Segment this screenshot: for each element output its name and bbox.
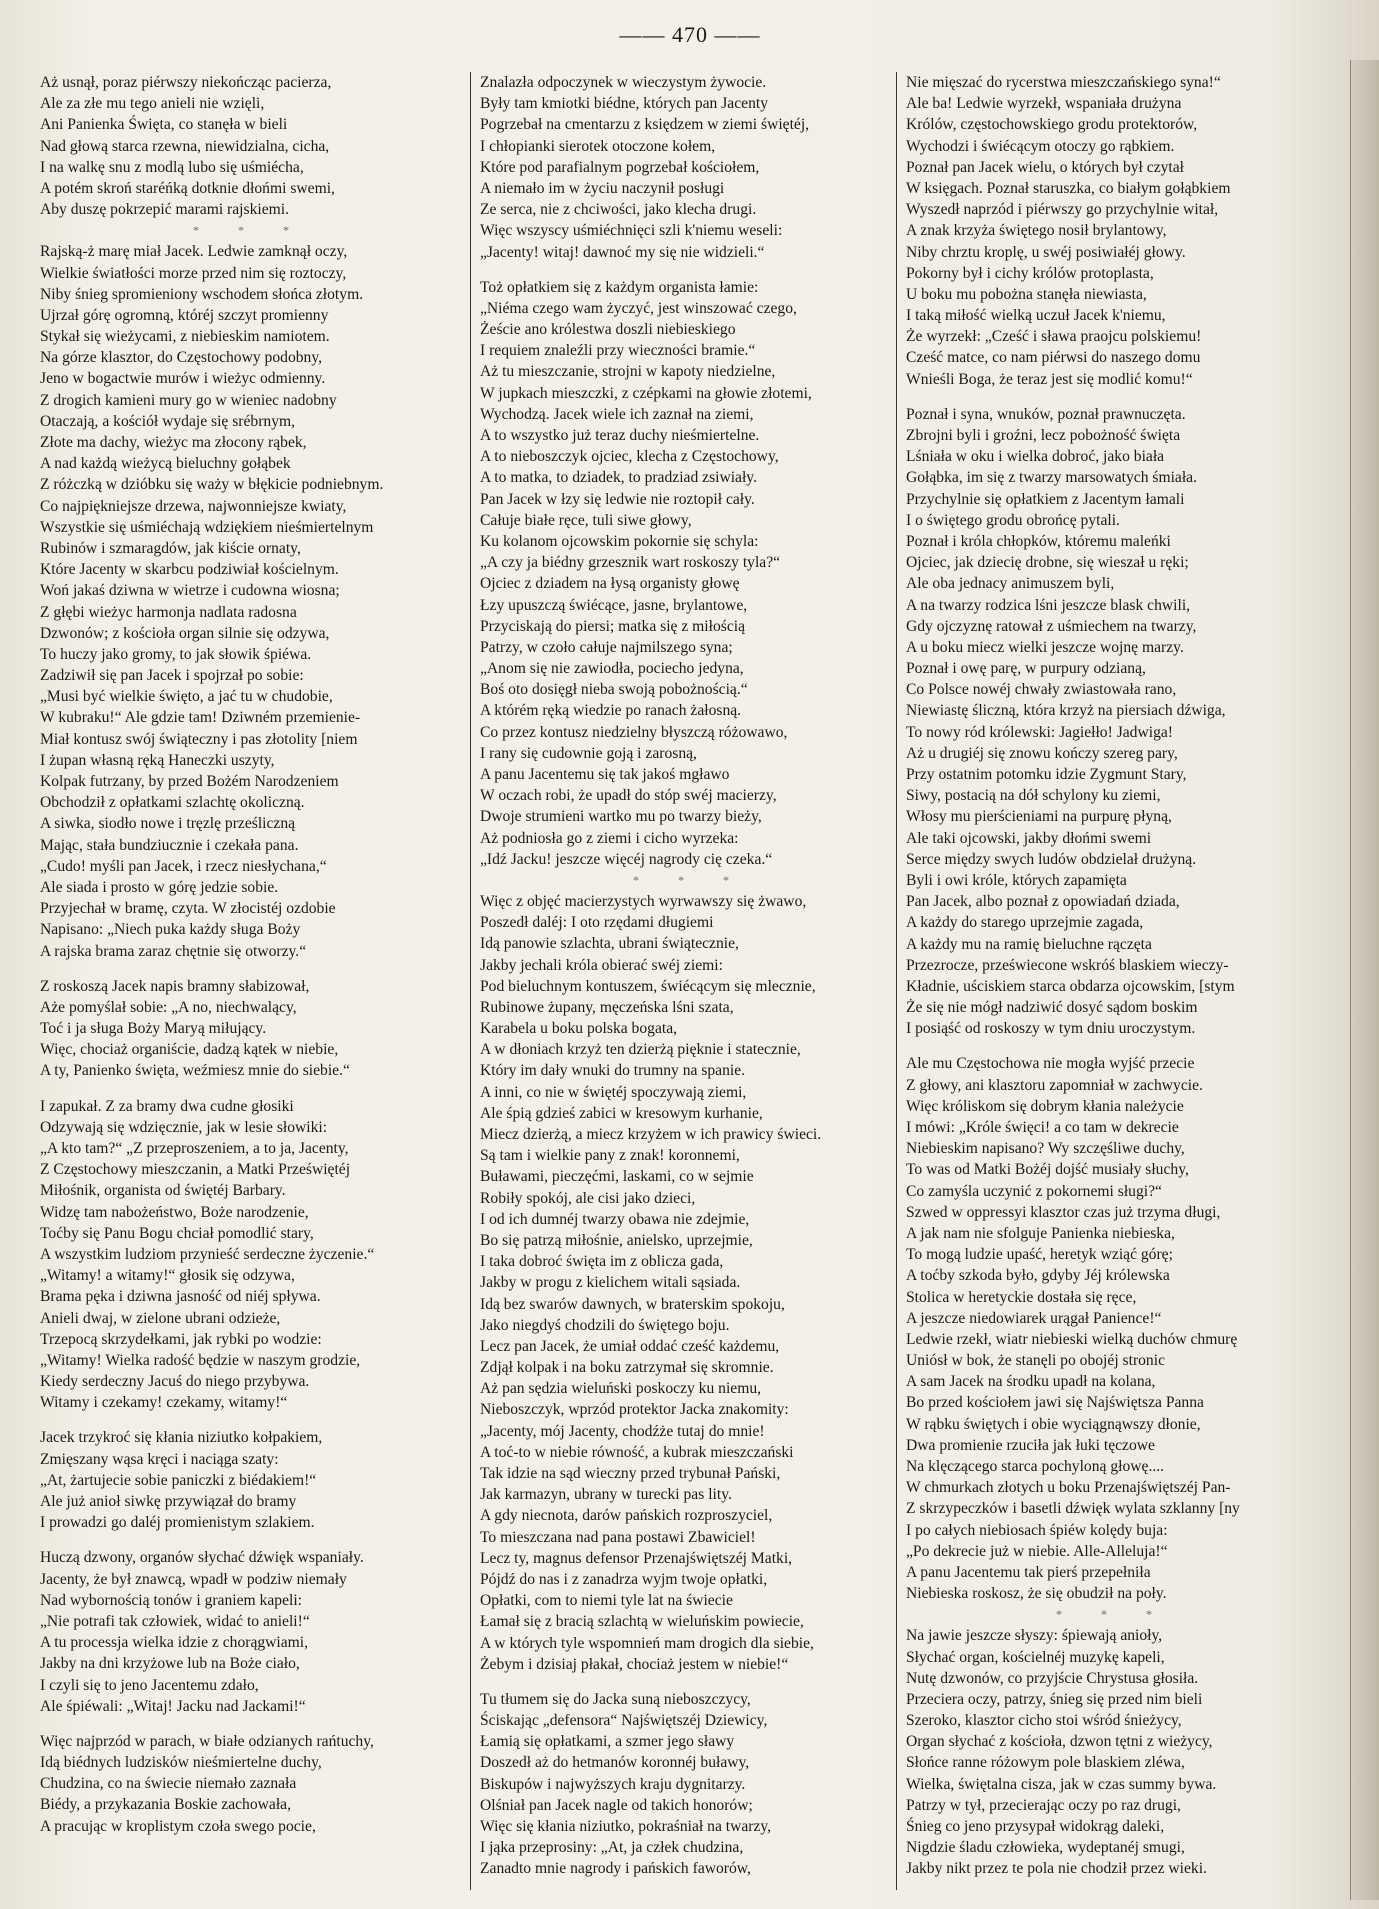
verse-line: I prowadzi go daléj promienistym szlakiem. bbox=[40, 1514, 315, 1532]
verse-line: I posiąść od roskoszy w tym dniu uroczystym. bbox=[906, 1020, 1196, 1038]
verse-line: I zapukał. Z za bramy dwa cudne głosiki bbox=[40, 1097, 294, 1115]
verse-line: Co zamyśla uczynić z pokornemi sługi?“ bbox=[906, 1182, 1162, 1200]
verse-line: Idą bez swarów dawnych, w braterskim spokoju, bbox=[480, 1295, 785, 1313]
verse-line: Ale taki ojcowski, jakby dłońmi swemi bbox=[906, 829, 1152, 847]
verse-line: To huczy jako gromy, to jak słowik śpiéwa. bbox=[40, 645, 312, 663]
verse-line: Lśniała w oku i wielka dobroć, jako biała bbox=[906, 448, 1165, 466]
verse-line: Jakby jechali króla obierać swéj ziemi: bbox=[480, 956, 723, 974]
verse-line: Miecz dzierżą, a miecz krzyżem w ich prawicy świeci. bbox=[480, 1126, 822, 1143]
verse-line: Odzywają się wdzięcznie, jak w lesie słowiki: bbox=[40, 1118, 328, 1136]
verse-line: To was od Matki Bożéj dojść musiały słuchy, bbox=[906, 1161, 1189, 1179]
verse-line: I mówi: „Króle święci! a co tam w dekrecie bbox=[906, 1119, 1179, 1136]
verse-line: Kolpak futrzany, by przed Bożém Narodzeniem bbox=[40, 773, 339, 790]
verse-line: Lecz ty, magnus defensor Przenajświętszéj Matki, bbox=[480, 1549, 793, 1567]
verse-line: I taka dobroć święta im z oblicza gada, bbox=[480, 1253, 724, 1271]
verse-line: Aż u drugiéj się znowu kończy szereg pary, bbox=[906, 744, 1178, 762]
verse-line: Na jawie jeszcze słyszy: śpiewają anioły, bbox=[906, 1627, 1163, 1645]
stanza-gap bbox=[906, 390, 1320, 404]
verse-line: Ani Panienka Święta, co stanęła w bieli bbox=[40, 116, 288, 134]
verse-line: Złote ma dachy, wieżyc ma złocony rąbek, bbox=[40, 434, 307, 451]
verse-line: Nigdzie śladu człowieka, wydeptanéj smugi, bbox=[906, 1839, 1185, 1857]
verse-line: Bo się patrzą miłośnie, anielsko, uprzejmie, bbox=[480, 1231, 753, 1249]
verse-line: Jakby nikt przez te pola nie chodził przez wieki. bbox=[906, 1860, 1207, 1878]
verse-line: A sam Jacek na środku upadł na kolana, bbox=[906, 1373, 1156, 1391]
verse-line: Wielka, świętalna cisza, jak w czas summy bywa. bbox=[906, 1775, 1217, 1793]
verse-line: Stolica w heretyckie dostała się ręce, bbox=[906, 1288, 1137, 1306]
verse-line: Poznał i syna, wnuków, poznał prawnuczęta. bbox=[906, 405, 1186, 423]
verse-line: Na klęczącego starca pochyloną głowę.... bbox=[906, 1458, 1165, 1475]
verse-line: I jąka przeprosiny: „At, ja człek chudzina, bbox=[480, 1839, 744, 1857]
verse-line: Z drogich kamieni mury go w wieniec nadobny bbox=[40, 391, 337, 409]
verse-line: Więc się kłania niziutko, pokraśniał na twarzy, bbox=[480, 1818, 772, 1835]
verse-line: Zdjął kolpak i na boku zatrzymał się skromnie. bbox=[480, 1359, 774, 1377]
stanza-gap bbox=[480, 1675, 900, 1689]
verse-line: „Witamy! a witamy!“ głosik się odzywa, bbox=[40, 1267, 295, 1285]
verse-line: Miłośnik, organista od świętéj Barbary. bbox=[40, 1182, 286, 1200]
verse-line: Pójdź do nas i z zanadrza wyjm twoje opłatki, bbox=[480, 1570, 768, 1588]
verse-line: Toć i ja sługa Boży Maryą miłujący. bbox=[40, 1020, 267, 1038]
verse-line: A każdy do starego uprzejmie zagada, bbox=[906, 914, 1144, 932]
verse-line: Więc wszyscy uśmiéchnięci szli k'niemu weseli: bbox=[480, 222, 783, 240]
verse-line: Tu tłumem się do Jacka suną nieboszczycy, bbox=[480, 1690, 751, 1708]
verse-line: Aże pomyślał sobie: „A no, niechwalący, bbox=[40, 998, 297, 1016]
verse-line: W oczach robi, że upadł do stóp swéj macierzy, bbox=[480, 787, 777, 805]
verse-line: Z roskoszą Jacek napis bramny słabizował, bbox=[40, 977, 310, 995]
verse-line: Serce między swych ludów obdzielał drużyną. bbox=[906, 850, 1197, 868]
verse-line: Łamią się opłatkami, a szmer jego sławy bbox=[480, 1733, 735, 1751]
verse-line: Zadziwił się pan Jacek i spojrzał po sobie: bbox=[40, 667, 304, 685]
verse-line: I na walkę snu z modlą lubo się uśmiécha, bbox=[40, 158, 304, 176]
verse-line: A w których tyle wspomnień mam drogich dla siebie, bbox=[480, 1634, 814, 1652]
verse-line: A panu Jacentemu się tak jakoś mgławo bbox=[480, 766, 730, 783]
verse-line: Znalazła odpoczynek w wieczystym żywocie. bbox=[480, 74, 767, 91]
verse-line: A znak krzyża świętego nosił brylantowy, bbox=[906, 222, 1167, 240]
verse-line: „Po dekrecie już w niebie. Alle-Alleluja!“ bbox=[906, 1542, 1168, 1560]
verse-line: Siwy, postacią na dół schylony ku ziemi, bbox=[906, 787, 1161, 805]
verse-line: A wszystkim ludziom przynieść serdeczne życzenie.“ bbox=[40, 1245, 375, 1263]
verse-line: I od ich dumnéj twarzy obawa nie zdejmie, bbox=[480, 1210, 750, 1228]
verse-line: Pogrzebał na cmentarzu z księdzem w ziemi świętéj, bbox=[480, 116, 810, 134]
verse-line: Rubinowe żupany, męczeńska lśni szata, bbox=[480, 998, 734, 1016]
verse-line: Ujrzał górę ogromną, któréj szczyt promienny bbox=[40, 306, 329, 324]
verse-line: Aż podniosła go z ziemi i cicho wyrzeka: bbox=[480, 829, 739, 847]
verse-line: Stykał się wieżycami, z niebieskim namiotem. bbox=[40, 328, 330, 346]
verse-line: Otaczają, a kościół wydaje się srébrnym, bbox=[40, 412, 296, 430]
verse-line: Przeciera oczy, patrzy, śnieg się przed nim bieli bbox=[906, 1690, 1203, 1708]
verse-line: „Niéma czego wam życzyć, jest winszować czego, bbox=[480, 299, 797, 317]
verse-line: Że się nie mógł nadziwić dosyć sądom boskim bbox=[906, 999, 1198, 1017]
verse-line: A w dłoniach krzyż ten dzierżą pięknie i statecznie, bbox=[480, 1041, 801, 1059]
verse-line: Żeście ano królestwa doszli niebieskiego bbox=[480, 321, 736, 339]
verse-line: A gdy niecnota, darów pańskich rozproszyciel, bbox=[480, 1507, 773, 1525]
verse-line: Więc najprzód w parach, w białe odzianych rańtuchy, bbox=[40, 1732, 374, 1750]
verse-line: Tak idzie na sąd wieczny przed trybunał Pański, bbox=[480, 1465, 781, 1482]
verse-line: Niby chrztu kroplę, u swéj posiwiałéj głowy. bbox=[906, 243, 1186, 261]
verse-line: A inni, co nie w świętéj spoczywają ziemi, bbox=[480, 1083, 747, 1101]
verse-line: Jacek trzykroć się kłania niziutko kołpakiem, bbox=[40, 1429, 323, 1447]
verse-line: Który im dały wnuki do trumny na spanie. bbox=[480, 1062, 746, 1080]
verse-line: Nie mięszać do rycerstwa mieszczańskiego syna!“ bbox=[906, 74, 1221, 91]
verse-line: Idą panowie szlachta, ubrani świątecznie, bbox=[480, 935, 739, 953]
verse-line: Aby duszę pokrzepić marami rajskiemi. bbox=[40, 201, 289, 219]
verse-line: Ale za złe mu tego anieli nie wzięli, bbox=[40, 95, 265, 113]
verse-line: Jeno w bogactwie murów i wieżyc odmienny. bbox=[40, 370, 326, 388]
verse-line: Z skrzypeczków i basetli dźwięk wylata szklanny [ny bbox=[906, 1500, 1240, 1518]
verse-line: Gdy ojczyznę ratował z uśmiechem na twarzy, bbox=[906, 617, 1197, 635]
verse-line: Przyciskają do piersi; matka się z miłością bbox=[480, 617, 746, 635]
verse-line: Witamy i czekamy! czekamy, witamy!“ bbox=[40, 1394, 288, 1412]
verse-line: To mogą ludzie upaść, heretyk wziąć górę; bbox=[906, 1246, 1173, 1264]
page-number: 470 bbox=[672, 22, 708, 47]
verse-line: Idą biédnych ludzisków nieśmiertelne duchy, bbox=[40, 1754, 322, 1772]
verse-line: Że wyrzekł: „Cześć i sława praojcu polskiemu! bbox=[906, 328, 1202, 346]
verse-line: Są tam i wielkie pany z znak! koronnemi, bbox=[480, 1147, 740, 1165]
verse-line: Poznał i króla chłopków, któremu maleńki bbox=[906, 532, 1171, 550]
verse-line: A niemało im w życiu naczynił posługi bbox=[480, 179, 725, 197]
verse-line: „Jacenty, mój Jacenty, chodźże tutaj do mnie! bbox=[480, 1422, 765, 1440]
verse-line: A którém ręką wiedzie po ranach żałosną. bbox=[480, 702, 742, 720]
verse-line: A każdy mu na ramię bieluchne rączęta bbox=[906, 935, 1152, 953]
verse-line: Szwed w oppressyi klasztor czas już trzyma długi, bbox=[906, 1203, 1221, 1221]
verse-line: A jak nam nie sfolguje Panienka niebieska, bbox=[906, 1224, 1175, 1242]
verse-line: A toćby szkoda było, gdyby Jéj królewska bbox=[906, 1267, 1170, 1285]
verse-line: I o świętego grodu obrońcę pytali. bbox=[906, 511, 1120, 529]
verse-line: Jak karmazyn, ubrany w turecki pas lity. bbox=[480, 1486, 732, 1504]
verse-line: „Witamy! Wielka radość będzie w naszym grodzie, bbox=[40, 1351, 361, 1369]
verse-line: Co Polsce nowéj chwały zwiastowała rano, bbox=[906, 681, 1177, 699]
verse-line: Poszedł daléj: I oto rzędami długiemi bbox=[480, 914, 714, 932]
verse-line: A siwka, siodło nowe i tręzlę prześliczną bbox=[40, 815, 296, 833]
verse-line: Więc króliskom się dobrym kłania należycie bbox=[906, 1097, 1184, 1115]
verse-line: Toż opłatkiem się z każdym organista łamie: bbox=[480, 278, 759, 296]
verse-line: Łamał się z bracią szlachtą w wieluńskim powiecie, bbox=[480, 1613, 804, 1631]
verse-line: Z głowy, ani klasztoru zapomniał w zachwycie. bbox=[906, 1076, 1203, 1094]
stanza-gap bbox=[40, 1413, 460, 1427]
verse-line: Nad wybornością tonów i graniem kapeli: bbox=[40, 1591, 302, 1609]
verse-line: Robiły spokój, ale cisi jako dzieci, bbox=[480, 1189, 696, 1207]
column-divider-1 bbox=[470, 72, 471, 1890]
verse-line: Widzę tam nabożeństwo, Boże narodzenie, bbox=[40, 1203, 309, 1221]
verse-line: Aż usnął, poraz piérwszy niekończąc pacierza, bbox=[40, 74, 332, 91]
section-asterisks: * * * bbox=[1056, 1607, 1170, 1622]
verse-line: Pokorny był i cichy królów protoplasta, bbox=[906, 264, 1154, 282]
verse-line: Jako niegdyś chodzili do świętego boju. bbox=[480, 1316, 730, 1334]
verse-line: Przy ostatnim potomku idzie Zygmunt Stary, bbox=[906, 766, 1187, 783]
verse-line: Kładnie, uściskiem starca obdarza ojcowskim, [stym bbox=[906, 977, 1235, 995]
verse-line: Doszedł aż do hetmanów koronnéj buławy, bbox=[480, 1754, 750, 1772]
stanza-gap bbox=[906, 1039, 1320, 1053]
verse-line: Słychać organ, kościelnéj muzykę kapeli, bbox=[906, 1648, 1165, 1666]
verse-line: Z różczką w dzióbku się waży w błękicie podniebnym. bbox=[40, 476, 384, 494]
verse-line: Które pod parafialnym pogrzebał kościołem, bbox=[480, 158, 760, 176]
adjacent-page-edge bbox=[1350, 60, 1379, 1900]
verse-line: Uniósł w bok, że stanęli po obojéj stronic bbox=[906, 1352, 1165, 1370]
verse-line: Aż pan sędzia wieluński poskoczy ku niemu, bbox=[480, 1380, 762, 1398]
verse-line: Ale oba jednacy animuszem byli, bbox=[906, 575, 1115, 593]
verse-line: W rąbku świętych i obie wyciągnąwszy dłonie, bbox=[906, 1415, 1201, 1433]
verse-line: A u boku miecz wielki jeszcze wojnę marzy. bbox=[906, 638, 1184, 656]
verse-line: Ze serca, nie z chciwości, jako klecha drugi. bbox=[480, 201, 757, 219]
verse-line: Organ słychać z kościoła, dzwon tętni z wieżycy, bbox=[906, 1733, 1213, 1751]
verse-line: I rany się cudownie goją i zarosną, bbox=[480, 744, 697, 762]
verse-line: Więc z objęć macierzystych wyrwawszy się żwawo, bbox=[480, 892, 807, 910]
verse-line: Żebym i dzisiaj płakał, chociaż jestem w niebie!“ bbox=[480, 1655, 789, 1673]
verse-line: Obchodził z opłatkami szlachtę okoliczną. bbox=[40, 794, 305, 812]
verse-line: „Nie potrafi tak człowiek, widać to anieli!“ bbox=[40, 1612, 310, 1630]
verse-line: Królów, częstochowskiego grodu protektorów, bbox=[906, 116, 1198, 134]
verse-line: Wnieśli Boga, że teraz jest się modlić komu!“ bbox=[906, 370, 1193, 388]
verse-line: Przyjechał w bramę, czyta. W złocistéj ozdobie bbox=[40, 900, 336, 918]
verse-line: „Musi być wielkie święto, a jać tu w chudobie, bbox=[40, 688, 333, 706]
verse-line: Niebieskim napisano? Wy szczęśliwe duchy, bbox=[906, 1140, 1185, 1158]
verse-line: Śnieg co jeno przysypał widokrąg daleki, bbox=[906, 1818, 1165, 1835]
verse-line: Z głębi wieżyc harmonja nadlata radosna bbox=[40, 603, 297, 621]
verse-line: Były tam kmiotki biédne, których pan Jacenty bbox=[480, 95, 768, 113]
verse-line: „Idź Jacku! jeszcze więcéj nagrody cię czeka.“ bbox=[480, 850, 773, 868]
verse-line: To mieszczana nad pana postawi Zbawiciel! bbox=[480, 1528, 756, 1546]
verse-line: Rubinów i szmaragdów, jak kiście ornaty, bbox=[40, 539, 301, 557]
verse-line: A potém skroń staréńką dotknie dłońmi swemi, bbox=[40, 179, 335, 197]
verse-line: A tu processja wielka idzie z chorągwiami, bbox=[40, 1634, 309, 1652]
verse-line: Przezrocze, przeświecone wskróś blaskiem wieczy- bbox=[906, 956, 1229, 974]
verse-line: W kubraku!“ Ale gdzie tam! Dziwném przemienie- bbox=[40, 709, 361, 727]
verse-line: Jakby w progu z kielichem witali sąsiada. bbox=[480, 1274, 741, 1292]
verse-line: I żupan własną ręką Haneczki uszyty, bbox=[40, 751, 275, 769]
verse-line: Huczą dzwony, organów słychać dźwięk wspaniały. bbox=[40, 1549, 364, 1567]
verse-line: Brama pęka i dziwna jasność od niéj spływa. bbox=[40, 1288, 321, 1306]
verse-line: Wyszedł naprzód i piérwszy go przychylnie witał, bbox=[906, 201, 1219, 219]
verse-line: Pan Jacek, albo poznał z opowiadań dziada, bbox=[906, 893, 1180, 911]
verse-line: Ściskając „defensora“ Najświętszéj Dziewicy, bbox=[480, 1712, 768, 1730]
verse-line: Olśniał pan Jacek nagle od takich honorów; bbox=[480, 1796, 753, 1814]
verse-line: Dwoje strumieni wartko mu po twarzy bieży, bbox=[480, 808, 762, 826]
stanza-gap bbox=[40, 962, 460, 976]
verse-line: Przychylnie się opłatkiem z Jacentym łamali bbox=[906, 490, 1185, 508]
verse-line: Szeroko, klasztor cicho stoi wśród śnieżycy, bbox=[906, 1712, 1182, 1730]
verse-line: „At, żartujecie sobie paniczki z biédakiem!“ bbox=[40, 1471, 317, 1489]
page-header: —— 470 —— bbox=[619, 22, 761, 47]
verse-line: Gołąbka, im się z twarzy marsowatych śmiała. bbox=[906, 469, 1197, 487]
text-column-3 bbox=[906, 72, 1320, 1880]
verse-line: W chmurkach złotych u boku Przenajświętszéj Pan- bbox=[906, 1479, 1231, 1497]
verse-line: Biskupów i najwyższych kraju dygnitarzy. bbox=[480, 1775, 746, 1793]
stanza-gap bbox=[40, 1082, 460, 1096]
verse-line: I po całych niebiosach śpiéw kolędy buja: bbox=[906, 1521, 1168, 1539]
verse-line: U boku mu pobożna stanęła niewiasta, bbox=[906, 285, 1147, 303]
verse-line: Dzwonów; z kościoła organ silnie się odzywa, bbox=[40, 624, 330, 642]
verse-line: Miał kontusz swój świąteczny i pas złotolity [niem bbox=[40, 730, 358, 748]
stanza-gap bbox=[480, 263, 900, 277]
verse-line: A toć-to w niebie równość, a kubrak mieszczański bbox=[480, 1443, 794, 1461]
verse-line: Trzepocą skrzydełkami, jak rybki po wodzie: bbox=[40, 1330, 322, 1348]
verse-line: Co najpiękniejsze drzewa, najwonniejsze kwiaty, bbox=[40, 497, 347, 515]
text-column-1 bbox=[40, 72, 460, 1837]
verse-line: Kiedy serdeczny Jacuś do niego przybywa. bbox=[40, 1373, 310, 1391]
stanza-gap bbox=[40, 1717, 460, 1731]
verse-line: Byli i owi króle, których zapamięta bbox=[906, 871, 1127, 889]
verse-line: „A czy ja biédny grzesznik wart roskoszy tyla?“ bbox=[480, 554, 781, 572]
verse-line: Nutę dzwonów, co przyjście Chrystusa głosiła. bbox=[906, 1669, 1199, 1687]
verse-line: Anieli dwaj, w zielone ubrani odzieże, bbox=[40, 1309, 281, 1327]
verse-line: Niewiastę śliczną, która krzyż na piersiach dźwiga, bbox=[906, 702, 1226, 720]
verse-line: Nieboszczyk, wprzód protektor Jacka znakomity: bbox=[480, 1401, 789, 1419]
verse-line: Niby śnieg spromieniony wschodem słońca złotym. bbox=[40, 285, 364, 303]
verse-line: Nad głową starca rzewna, niewidzialna, cicha, bbox=[40, 137, 330, 155]
verse-line: Dwa promienie rzuciła jak łuki tęczowe bbox=[906, 1436, 1155, 1454]
verse-line: Wychodzi i świécącym otoczy go rąbkiem. bbox=[906, 137, 1175, 155]
verse-line: Lecz pan Jacek, że umiał oddać cześć każdemu, bbox=[480, 1337, 780, 1355]
verse-line: Karabela u boku polska bogata, bbox=[480, 1020, 678, 1038]
verse-line: Bo przed kościołem jawi się Najświętsza Panna bbox=[906, 1394, 1204, 1412]
verse-line: Jakby na dni krzyżowe lub na Boże ciało, bbox=[40, 1655, 300, 1673]
verse-line: Ojciec, jak dziecię drobne, się wieszał u ręki; bbox=[906, 554, 1189, 572]
verse-line: Ojciec z dziadem na łysą organisty głowę bbox=[480, 575, 740, 593]
column-divider-2 bbox=[896, 72, 897, 1890]
verse-line: Ku kolanom ojcowskim pokornie się schyla: bbox=[480, 532, 759, 550]
verse-line: Co przez kontusz niedzielny błyszczą różowawo, bbox=[480, 723, 788, 741]
verse-line: A to wszystko już teraz duchy nieśmiertelne. bbox=[480, 427, 760, 444]
verse-line: Wychodzą. Jacek wiele ich zaznał na ziemi, bbox=[480, 405, 754, 423]
verse-line: Jacenty, że był znawcą, wpadł w podziw niemały bbox=[40, 1570, 347, 1588]
verse-line: Niebieska roskosz, że się obudził na poły. bbox=[906, 1585, 1167, 1603]
verse-line: Z Częstochowy mieszczanin, a Matki Przeświętéj bbox=[40, 1161, 351, 1179]
verse-line: I requiem znaleźli przy wieczności bramie.“ bbox=[480, 342, 756, 360]
verse-line: Buławami, pieczęćmi, laskami, co w sejmie bbox=[480, 1168, 754, 1186]
verse-line: Ale śpiéwali: „Witaj! Jacku nad Jackami!“ bbox=[40, 1697, 306, 1715]
verse-line: Ale mu Częstochowa nie mogła wyjść przecie bbox=[906, 1055, 1195, 1073]
stanza-gap bbox=[40, 1533, 460, 1547]
verse-line: Całuje białe ręce, tuli siwe głowy, bbox=[480, 511, 692, 529]
verse-line: Patrzy w tył, przecierając oczy po raz drugi, bbox=[906, 1796, 1181, 1814]
verse-line: Patrzy, w czoło całuje najmilszego syna; bbox=[480, 638, 733, 656]
verse-line: Ale siada i prosto w górę jedzie sobie. bbox=[40, 878, 279, 896]
verse-line: „Cudo! myśli pan Jacek, i rzecz niesłychana,“ bbox=[40, 857, 327, 875]
verse-line: A to nieboszczyk ojciec, klecha z Częstochowy, bbox=[480, 448, 779, 466]
section-asterisks: * * * bbox=[193, 223, 307, 238]
verse-line: Cześć matce, co nam piérwsi do naszego domu bbox=[906, 349, 1201, 367]
verse-line: Aż tu mieszczanie, strojni w kapoty niedzielne, bbox=[480, 363, 776, 381]
verse-line: Pod bieluchnym kontuszem, świécącym się mlecznie, bbox=[480, 977, 816, 995]
verse-line: W jupkach mieszczki, z czépkami na głowie złotemi, bbox=[480, 384, 812, 402]
verse-line: Rajską-ż marę miał Jacek. Ledwie zamknął oczy, bbox=[40, 243, 348, 261]
verse-line: „Anom się nie zawiodła, pociecho jedyna, bbox=[480, 660, 744, 678]
verse-line: A rajska brama zaraz chętnie się otworzy.“ bbox=[40, 942, 307, 960]
verse-line: A jeszcze niedowiarek urągał Panience!“ bbox=[906, 1309, 1162, 1327]
verse-line: A ty, Panienko święta, weźmiesz mnie do siebie.“ bbox=[40, 1062, 350, 1080]
verse-line: Toćby się Panu Bogu chciał pomodlić stary, bbox=[40, 1224, 314, 1242]
verse-line: Ledwie rzekł, wiatr niebieski wielką duchów chmurę bbox=[906, 1330, 1238, 1348]
verse-line: Ale już anioł siwkę przywiązał do bramy bbox=[40, 1493, 297, 1510]
verse-line: I chłopianki sierotek otoczone kołem, bbox=[480, 137, 716, 155]
verse-line: A to matka, to dziadek, to pradziad zsiwiały. bbox=[480, 469, 757, 487]
section-asterisks: * * * bbox=[633, 872, 747, 887]
verse-line: A panu Jacentemu tak pierś przepełniła bbox=[906, 1563, 1151, 1581]
verse-line: Pan Jacek w łzy się ledwie nie roztopił cały. bbox=[480, 490, 755, 508]
verse-line: I taką miłość wielką uczuł Jacek k'niemu, bbox=[906, 307, 1166, 325]
verse-line: Poznał i owę parę, w purpury odzianą, bbox=[906, 660, 1146, 678]
verse-line: A nad każdą wieżycą bieluchny gołąbek bbox=[40, 455, 291, 473]
verse-line: Napisano: „Niech puka każdy sługa Boży bbox=[40, 921, 301, 939]
verse-line: Zmięszany wąsa kręci i naciąga szaty: bbox=[40, 1450, 279, 1468]
verse-line: Włosy mu pierścieniami na purpurę płyną, bbox=[906, 808, 1172, 826]
verse-line: Ale śpią gdzieś zabici w kresowym kurhanie, bbox=[480, 1104, 763, 1122]
verse-line: Więc, chociaż organiście, dadzą kątek w niebie, bbox=[40, 1041, 339, 1059]
verse-line: Ale ba! Ledwie wyrzekł, wspaniała drużyna bbox=[906, 95, 1182, 113]
verse-line: Biédy, a przykazania Boskie zachowała, bbox=[40, 1796, 291, 1814]
verse-line: I czyli się to jeno Jacentemu zdało, bbox=[40, 1676, 259, 1694]
verse-line: W księgach. Poznał staruszka, co białym gołąbkiem bbox=[906, 179, 1231, 197]
verse-line: Wszystkie się uśmiéchają wdziękiem nieśmiertelnym bbox=[40, 518, 374, 536]
verse-line: Zbrojni byli i groźni, lecz pobożność święta bbox=[906, 427, 1181, 444]
verse-line: Na górze klasztor, do Częstochowy podobny, bbox=[40, 349, 323, 367]
verse-line: Słońce ranne różowym pole blaskiem zléwa, bbox=[906, 1754, 1185, 1772]
verse-line: Opłatki, com to niemi tyle lat na świecie bbox=[480, 1592, 733, 1610]
verse-line: Chudzina, co na świecie niemało zaznała bbox=[40, 1775, 297, 1793]
verse-line: Boś oto dosięgł nieba swoją pobożnością.“ bbox=[480, 681, 748, 699]
verse-line: A na twarzy rodzica lśni jeszcze blask chwili, bbox=[906, 596, 1191, 614]
verse-line: „A kto tam?“ „Z przeproszeniem, a to ja, Jacenty, bbox=[40, 1140, 349, 1157]
verse-line: Łzy upuszczą świécące, jasne, brylantowe, bbox=[480, 596, 748, 614]
verse-line: Które Jacenty w skarbcu podziwiał kościelnym. bbox=[40, 561, 339, 579]
verse-line: Mając, stała bundziucznie i czekała pana. bbox=[40, 836, 299, 854]
verse-line: Zanadto mnie nagrody i pańskich faworów, bbox=[480, 1860, 751, 1878]
verse-line: To nowy ród królewski: Jagiełło! Jadwiga! bbox=[906, 723, 1173, 741]
verse-line: Woń jakaś dziwna w wietrze i cudowna wiosna; bbox=[40, 582, 340, 600]
verse-line: Wielkie światłości morze przed nim się roztoczy, bbox=[40, 264, 347, 282]
verse-line: A pracując w kroplistym czoła swego pocie, bbox=[40, 1817, 316, 1835]
verse-line: „Jacenty! witaj! dawnoć my się nie widzieli.“ bbox=[480, 243, 765, 261]
verse-line: Poznał pan Jacek wielu, o których był czytał bbox=[906, 158, 1184, 176]
text-column-2 bbox=[480, 72, 900, 1880]
